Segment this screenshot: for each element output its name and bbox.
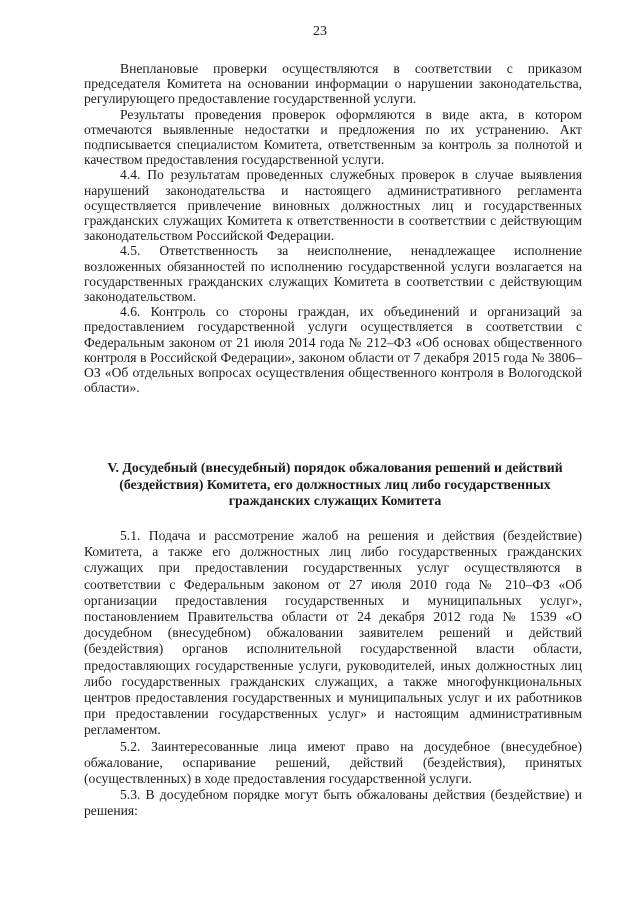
section-5-heading: V. Досудебный (внесудебный) порядок обжалования решений и действий (бездействия) Комитета, его должностных лиц либо государственных гражданских служащих Комитета <box>107 460 563 508</box>
paragraph-4-5: 4.5. Ответственность за неисполнение, ненадлежащее исполнение возложенных обязанностей по исполнению государственной услуги возлагается на государственных гражданских служащих Комитета в соответствии с действующим законодательством. <box>84 243 582 305</box>
paragraph-4-4: 4.4. По результатам проведенных служебных проверок в случае выявления нарушений законодательства и настоящего административного регламента осуществляется привлечение виновных должностных лиц и государственных гражданских служащих Комитета к ответственности в соответствии с действующим законодательством Российской Федерации. <box>84 167 582 244</box>
section-5-text <box>84 528 582 820</box>
paragraph-4-6: 4.6. Контроль со стороны граждан, их объединений и организаций за предоставлением государственной услуги осуществляется в соответствии с Федеральным законом от 21 июля 2014 года № 212–ФЗ «Об основах общественного контроля в Российской Федерации», законом области от 7 декабря 2015 года № 3806–ОЗ «Об отдельных вопросах осуществления общественного контроля в Вологодской области». <box>84 304 582 396</box>
paragraph-5-3: 5.3. В досудебном порядке могут быть обжалованы действия (бездействие) и решения: <box>84 787 582 819</box>
paragraph-unscheduled-inspections: Внеплановые проверки осуществляются в соответствии с приказом председателя Комитета на основании информации о нарушении законодательства, регулирующего предоставление государственной услуги. <box>84 61 582 107</box>
paragraph-5-2: 5.2. Заинтересованные лица имеют право на досудебное (внесудебное) обжалование, оспаривание решений, действий (бездействия), принятых (осуществленных) в ходе предоставления государственной услуги. <box>84 738 582 787</box>
page-number: 23 <box>313 24 327 39</box>
paragraph-inspection-results: Результаты проведения проверок оформляются в виде акта, в котором отмечаются выявленные недостатки и предложения по их устранению. Акт подписывается специалистом Комитета, ответственным за контроль за полнотой и качеством предоставления государственной услуги. <box>84 106 582 168</box>
section-4-text <box>84 61 582 395</box>
paragraph-5-1: 5.1. Подача и рассмотрение жалоб на решения и действия (бездействие) Комитета, а также его должностных лиц либо государственных гражданских служащих при предоставлении государственных услуг осуществляются в соответствии с Федеральным законом от 27 июля 2010 года № 210–ФЗ «Об организации предоставления государственных и муниципальных услуг», постановлением Правительства области от 24 декабря 2012 года № 1539 «О досудебном (внесудебном) обжаловании заявителем решений и действий (бездействия) органов исполнительной государственной власти области, предоставляющих государственные услуги, руководителей, иных должностных лиц либо государственных гражданских служащих, а также многофункциональных центров предоставления государственных и муниципальных услуг и их работников при предоставлении государственных услуг» и настоящим административным регламентом. <box>84 528 582 738</box>
